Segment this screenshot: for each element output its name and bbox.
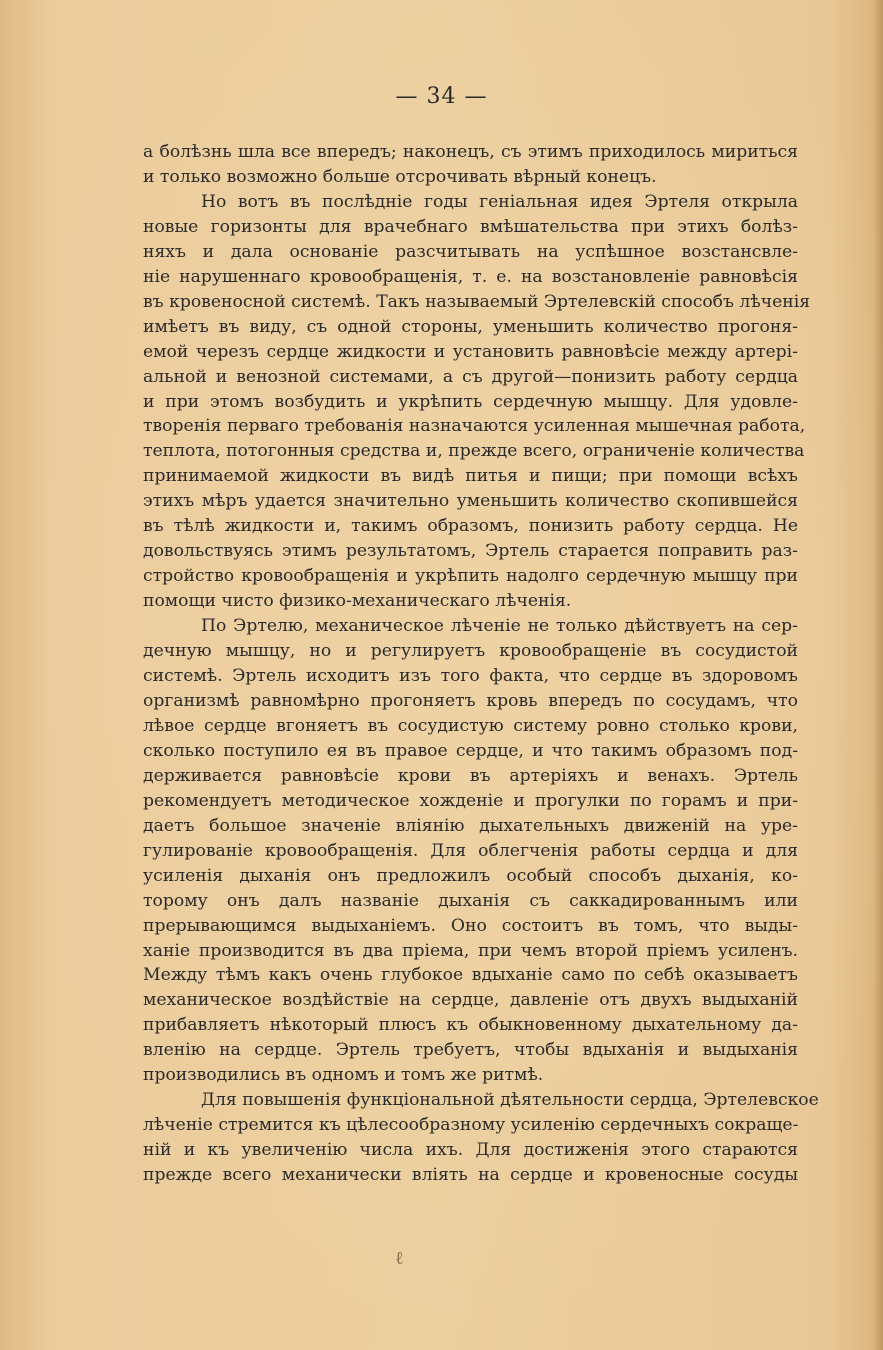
text-line: лѣвое сердце вгоняетъ въ сосудистую систему ровно столько крови, [143,715,798,736]
text-line: прежде всего механически влiять на сердце и кровеносные сосуды [143,1165,798,1186]
text-line: въ тѣлѣ жидкости и, такимъ образомъ, понизить работу сердца. Не [143,516,798,537]
text-line: организмѣ равномѣрно прогоняетъ кровь впередъ по сосудамъ, что [143,690,798,711]
text-line: Но вотъ въ послѣдніе годы геніальная идея Эртеля открыла [201,191,798,212]
text-line: По Эртелю, механическое лѣченіе не только дѣйствуетъ на сер- [201,616,798,637]
paragraph [143,190,811,614]
text-line: помощи чисто физико-механическаго лѣченія. [143,591,572,612]
text-line: принимаемой жидкости въ видѣ питья и пищи; при помощи всѣхъ [143,466,798,487]
text-line: ніе нарушеннаго кровообращенія, т. е. на возстановленіе равновѣсія [143,266,798,287]
paragraph [143,614,798,1088]
text-line: дечную мышцу, но и регулируетъ кровообращеніе въ сосудистой [143,641,798,662]
text-line: производились въ одномъ и томъ же ритмѣ. [143,1065,544,1086]
body-text [143,140,819,1188]
text-line: альной и венозной системами, а съ другой—понизить работу сердца [143,366,798,387]
text-line: вленію на сердце. Эртель требуетъ, чтобы вдыханія и выдыханія [143,1040,798,1061]
text-line: даетъ большое значеніе вліянію дыхательныхъ движеній на уре- [143,815,798,836]
text-line: усиленія дыханія онъ предложилъ особый способъ дыханія, ко- [143,865,798,886]
page-number: — 34 — [395,84,488,109]
text-line: механическое воздѣйствіе на сердце, давленіе отъ двухъ выдыханій [143,990,798,1011]
text-line: лѣченіе стремится къ цѣлесообразному усиленію сердечныхъ сокраще- [143,1115,799,1136]
text-line: довольствуясь этимъ результатомъ, Эртель старается поправить раз- [143,541,798,562]
text-line: имѣетъ въ виду, съ одной стороны, уменьшить количество прогоня- [143,316,798,337]
text-line: няхъ и дала основаніе разсчитывать на успѣшное возстансвле- [143,241,798,262]
text-line: и при этомъ возбудить и укрѣпить сердечную мышцу. Для удовле- [143,391,798,412]
text-line: гулированіе кровообращенія. Для облегченія работы сердца и для [143,840,798,861]
text-line: ній и къ увеличенію числа ихъ. Для достиженія этого стараются [143,1140,798,1161]
text-line: въ кровеносной системѣ. Такъ называемый Эртелевскій способъ лѣченія [143,291,811,312]
text-line: емой черезъ сердце жидкости и установить равновѣсіе между артері- [143,341,798,362]
text-line: теплота, потогонныя средства и, прежде всего, ограниченіе количества [143,441,805,462]
paragraph [143,1088,819,1188]
text-line: творенія перваго требованія назначаются усиленная мышечная работа, [143,416,806,437]
text-line: новые горизонты для врачебнаго вмѣшательства при этихъ болѣз- [143,216,798,237]
handwritten-mark: ℓ [395,1248,404,1269]
text-line: прерывающимся выдыханіемъ. Оно состоитъ въ томъ, что выды- [143,915,798,936]
text-line: ханіе производится въ два пріема, при чемъ второй пріемъ усиленъ. [143,940,798,961]
text-line: а болѣзнь шла все впередъ; наконецъ, съ этимъ приходилось мириться [143,142,798,162]
text-line: держивается равновѣсіе крови въ артеріяхъ и венахъ. Эртель [143,765,798,786]
text-line: Между тѣмъ какъ очень глубокое вдыханіе само по себѣ оказываетъ [143,965,798,986]
text-line: рекомендуетъ методическое хожденіе и прогулки по горамъ и при- [143,790,798,811]
text-line: Для повышенія функціональной дѣятельности сердца, Эртелевское [201,1090,819,1111]
text-line: прибавляетъ нѣкоторый плюсъ къ обыкновенному дыхательному да- [143,1015,798,1036]
text-line: системѣ. Эртель исходитъ изъ того факта, что сердце въ здоровомъ [143,666,798,687]
text-line: и только возможно больше отсрочивать вѣрный конецъ. [143,166,657,187]
text-line: сколько поступило ея въ правое сердце, и что такимъ образомъ под- [143,740,798,761]
text-line: этихъ мѣръ удается значительно уменьшить количество скопившейся [143,491,798,512]
paragraph [143,140,798,190]
page-edge-shadow [873,0,883,1350]
text-line: стройство кровообращенія и укрѣпить надолго сердечную мышцу при [143,566,798,587]
text-line: торому онъ далъ названіе дыханія съ саккадированнымъ или [143,890,798,911]
